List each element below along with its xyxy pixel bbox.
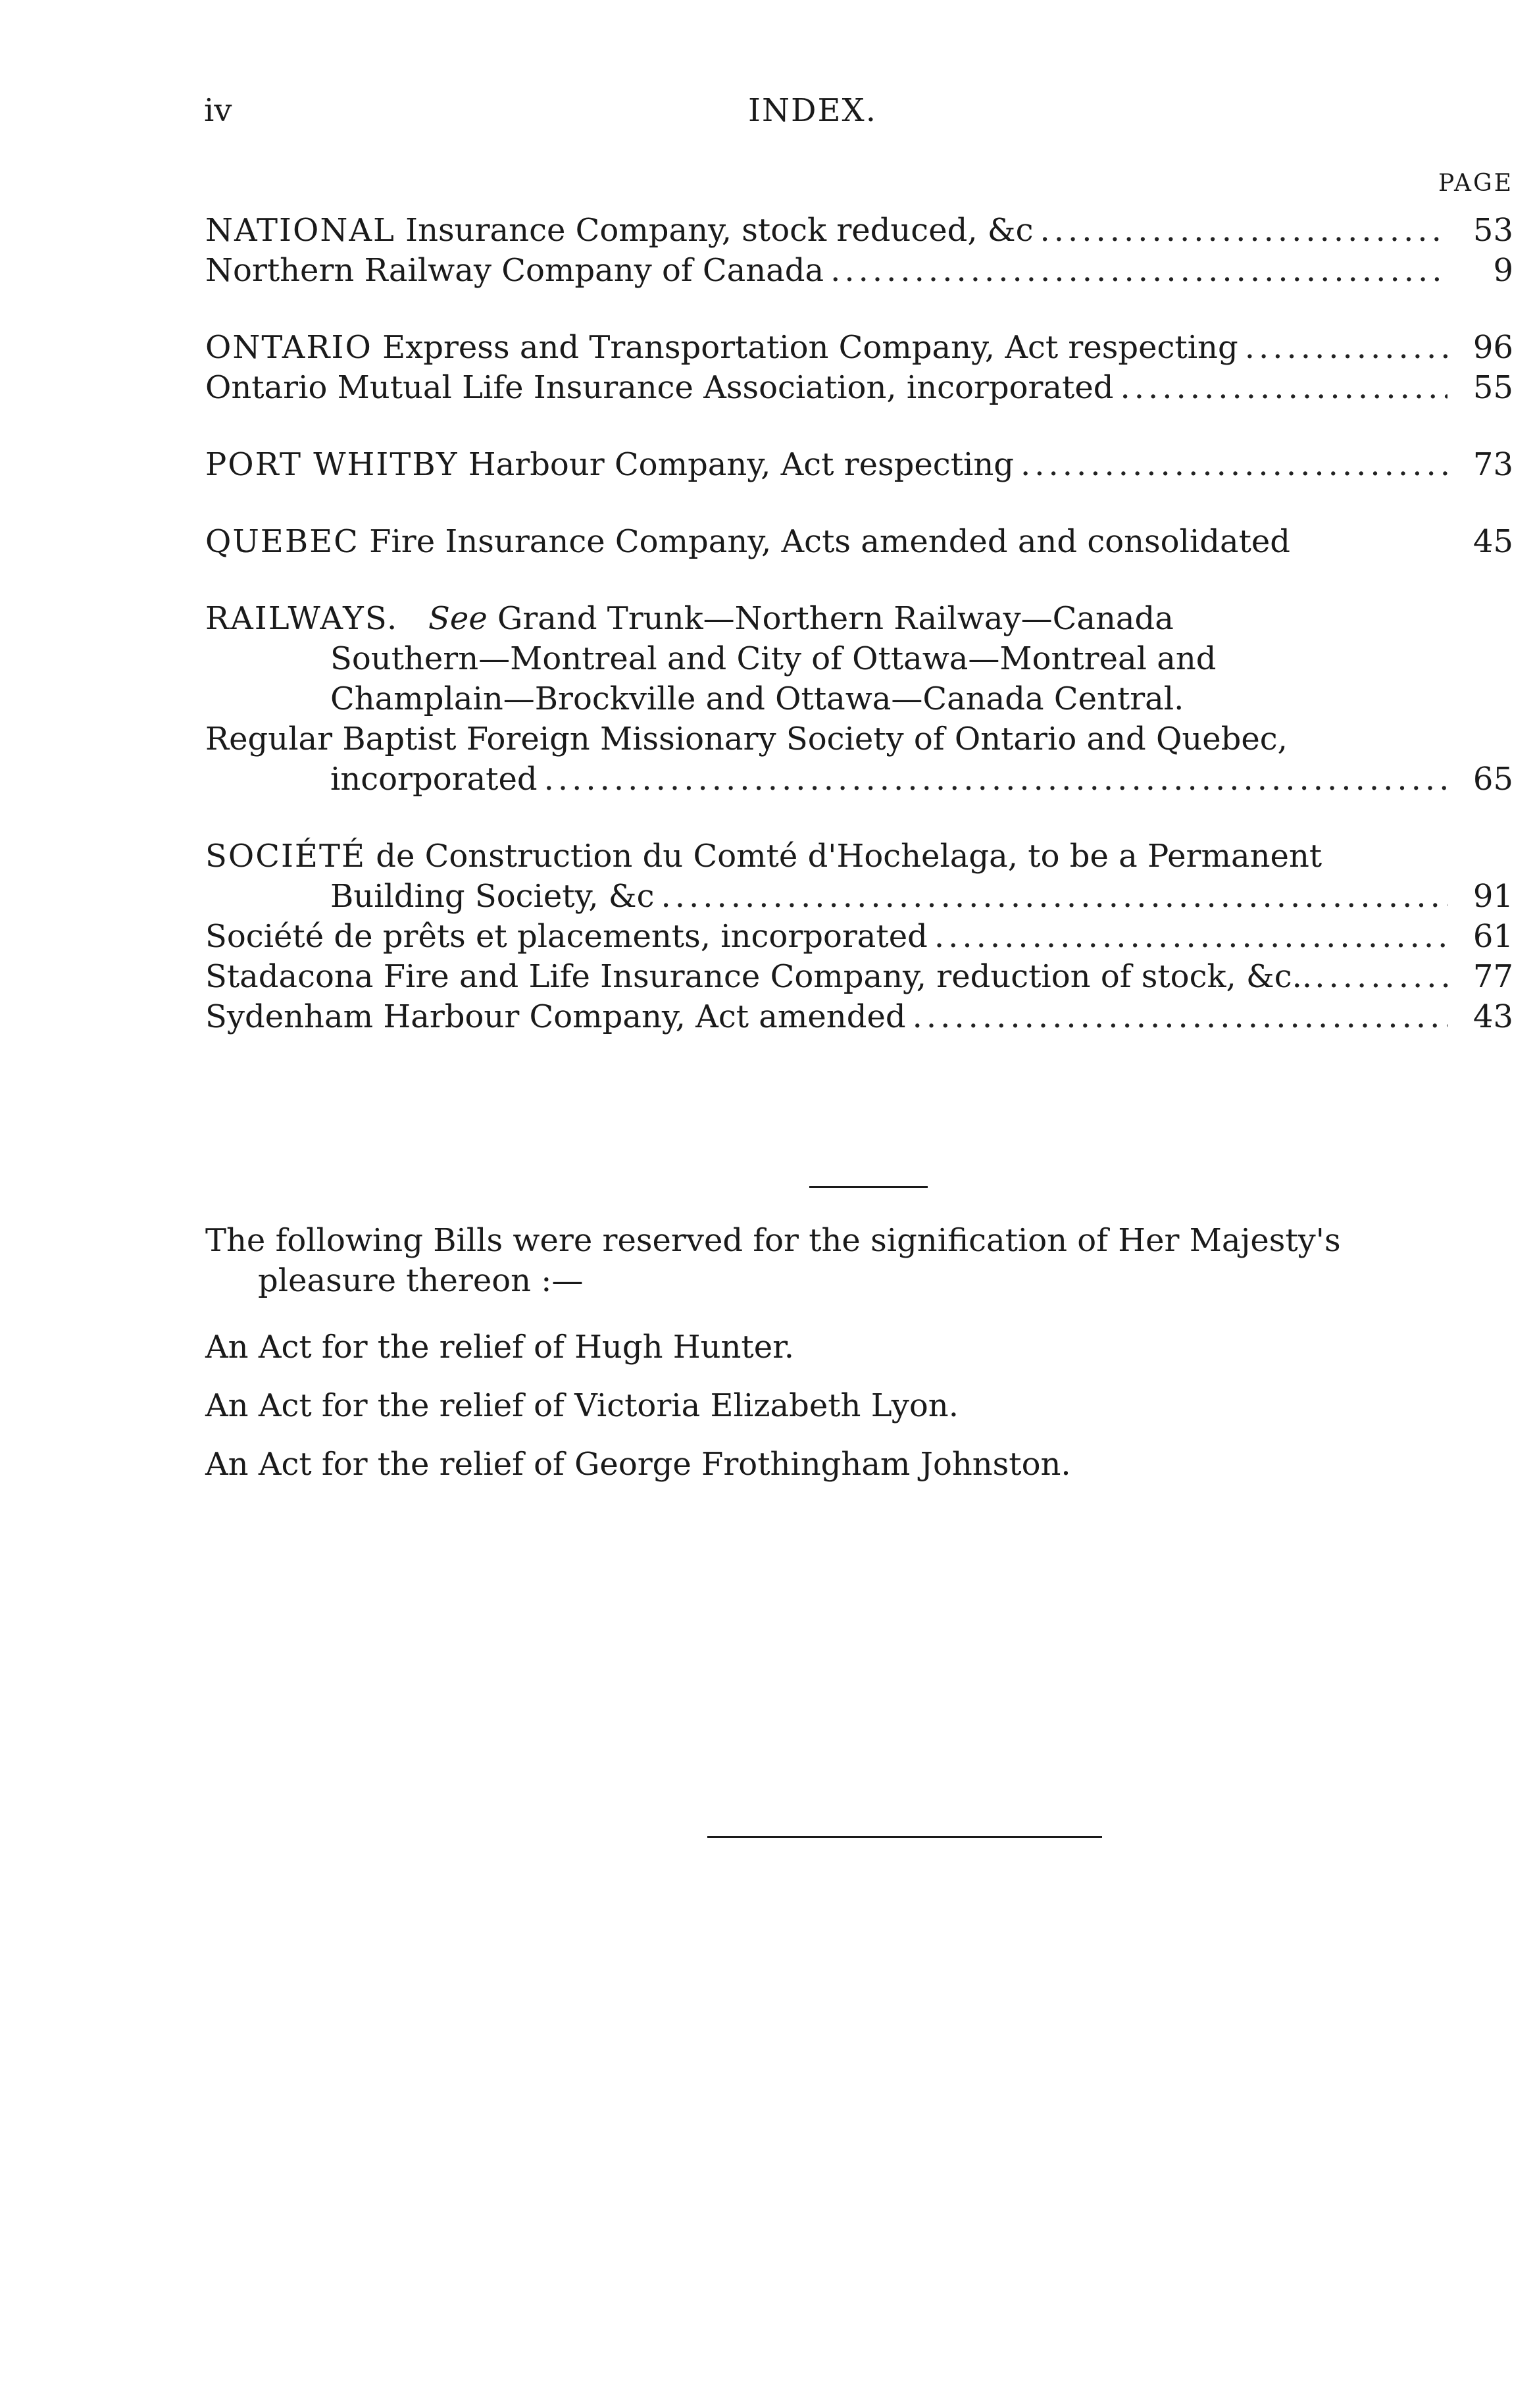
entry-lead: ONTARIO bbox=[205, 329, 372, 366]
entry-text: Harbour Company, Act respecting bbox=[458, 446, 1014, 483]
reserved-bills-section bbox=[205, 1221, 1528, 1503]
page-number: iv bbox=[204, 92, 232, 129]
intro-line-2: pleasure thereon :— bbox=[258, 1262, 584, 1299]
index-entry bbox=[205, 957, 1513, 997]
entry-lead: NATIONAL bbox=[205, 212, 395, 249]
railways-line-2: Southern—Montreal and City of Ottawa—Montreal and bbox=[330, 640, 1217, 677]
entry-text: Fire Insurance Company, Acts amended and consolidated bbox=[359, 523, 1291, 560]
dot-leader bbox=[1120, 368, 1447, 408]
dot-leader bbox=[1245, 328, 1447, 368]
reserved-bill: An Act for the relief of Victoria Elizabeth Lyon. bbox=[205, 1387, 959, 1424]
entry-text: Ontario Mutual Life Insurance Association, incorporated bbox=[205, 369, 1114, 406]
dot-leader bbox=[1315, 957, 1451, 997]
index-entry-continuation bbox=[205, 759, 1513, 800]
entry-page: 43 bbox=[1472, 998, 1513, 1035]
index-entry bbox=[205, 445, 1513, 485]
entry-text-line-1: Regular Baptist Foreign Missionary Society of Ontario and Quebec, bbox=[205, 721, 1288, 757]
see-reference: See bbox=[428, 600, 488, 637]
index-entry bbox=[205, 328, 1513, 368]
index-entry bbox=[205, 719, 1513, 759]
entry-page: 53 bbox=[1472, 212, 1513, 249]
entry-page: 77 bbox=[1472, 958, 1513, 995]
entry-lead: PORT WHITBY bbox=[205, 446, 459, 483]
entry-page: 73 bbox=[1472, 446, 1513, 483]
entry-text: Express and Transportation Company, Act respecting bbox=[372, 329, 1238, 366]
index-group-q bbox=[205, 522, 1513, 562]
entry-lead: SOCIÉTÉ bbox=[205, 838, 366, 875]
entry-text-line-2: Building Society, &c bbox=[330, 878, 655, 915]
railways-line-1: Grand Trunk—Northern Railway—Canada bbox=[487, 600, 1174, 637]
page-column-label: PAGE bbox=[1438, 170, 1513, 197]
index-entry bbox=[205, 251, 1513, 291]
entry-page: 96 bbox=[1472, 329, 1513, 366]
entry-lead: RAILWAYS. bbox=[205, 600, 399, 637]
dot-leader bbox=[544, 759, 1447, 800]
railways-cross-reference bbox=[205, 599, 1406, 719]
dot-leader bbox=[1040, 211, 1447, 251]
reserved-bill: An Act for the relief of George Frothingham Johnston. bbox=[205, 1446, 1071, 1483]
dot-leader bbox=[830, 251, 1447, 291]
index-entry bbox=[205, 997, 1513, 1037]
entry-page: 61 bbox=[1472, 918, 1513, 955]
entry-page: 9 bbox=[1493, 252, 1513, 289]
section-divider bbox=[809, 1186, 928, 1188]
index-group-o bbox=[205, 328, 1513, 408]
dot-leader bbox=[934, 917, 1447, 957]
entry-text: Stadacona Fire and Life Insurance Company, reduction of stock, &c.. bbox=[205, 958, 1313, 995]
entry-page: 45 bbox=[1472, 523, 1513, 560]
index-entry bbox=[205, 522, 1513, 562]
entry-lead: QUEBEC bbox=[205, 523, 359, 560]
reserved-bill: An Act for the relief of Hugh Hunter. bbox=[205, 1329, 795, 1366]
index-entry bbox=[205, 917, 1513, 957]
index-entry bbox=[205, 211, 1513, 251]
index-entry bbox=[205, 368, 1513, 408]
index-entry bbox=[205, 836, 1513, 877]
dot-leader bbox=[1020, 445, 1447, 485]
dot-leader bbox=[913, 997, 1447, 1037]
entry-page: 65 bbox=[1472, 761, 1513, 798]
closing-rule bbox=[707, 1836, 1102, 1838]
entry-text-line-2: incorporated bbox=[330, 761, 538, 798]
railways-line-3: Champlain—Brockville and Ottawa—Canada Central. bbox=[330, 680, 1184, 717]
reserved-bills-intro bbox=[205, 1221, 1528, 1301]
intro-line-1: The following Bills were reserved for the signification of Her Majesty's bbox=[205, 1222, 1341, 1259]
entry-text-line-1: de Construction du Comté d'Hochelaga, to be a Permanent bbox=[366, 838, 1322, 875]
entry-page: 91 bbox=[1472, 878, 1513, 915]
entry-text: Insurance Company, stock reduced, &c bbox=[395, 212, 1034, 249]
index-entries bbox=[205, 211, 1513, 1074]
index-entry-continuation bbox=[205, 877, 1513, 917]
entry-text: Société de prêts et placements, incorporated bbox=[205, 918, 928, 955]
index-group-p bbox=[205, 445, 1513, 485]
entry-text: Northern Railway Company of Canada bbox=[205, 252, 824, 289]
entry-page: 55 bbox=[1472, 369, 1513, 406]
dot-leader bbox=[661, 877, 1447, 917]
running-title: INDEX. bbox=[748, 92, 877, 129]
entry-text: Sydenham Harbour Company, Act amended bbox=[205, 998, 906, 1035]
index-group-s bbox=[205, 836, 1513, 1037]
page-header bbox=[204, 92, 1421, 145]
index-group-n bbox=[205, 211, 1513, 291]
index-group-r bbox=[205, 599, 1513, 800]
